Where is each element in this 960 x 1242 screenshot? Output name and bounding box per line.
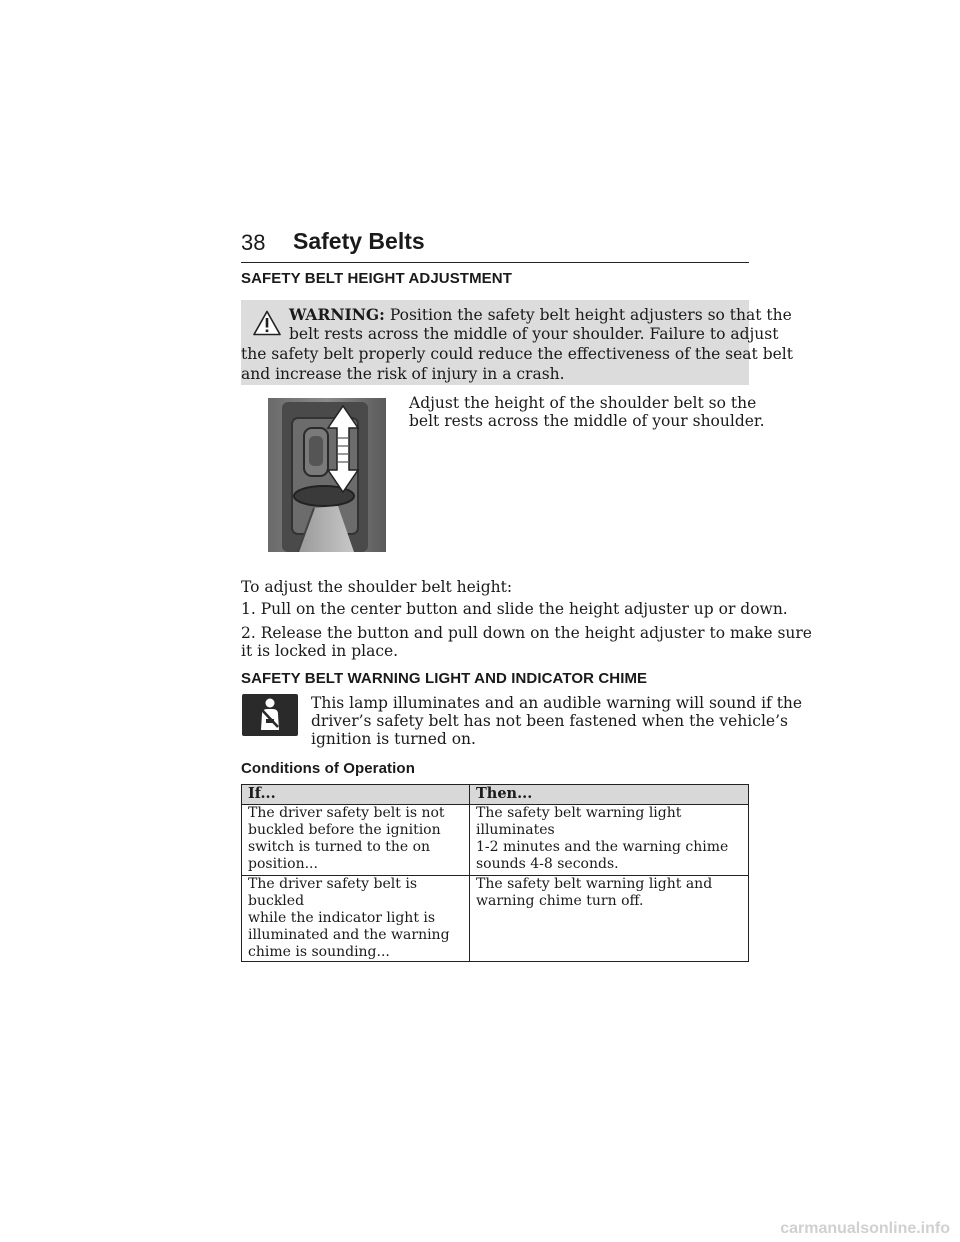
- column-header-then: Then...: [470, 785, 749, 805]
- table-header-row: [242, 785, 749, 805]
- warning-line-4: and increase the risk of injury in a crash.: [241, 365, 565, 383]
- seatbelt-warning-lamp: [242, 694, 298, 736]
- warning-box: [241, 300, 793, 385]
- lamp-desc-line-2: driver’s safety belt has not been fastened when the vehicle’s: [311, 712, 788, 730]
- result-text: The safety belt warning light illuminates 1-2 minutes and the warning chime sounds 4-8 seconds.: [476, 805, 729, 872]
- table-row: [242, 876, 749, 962]
- condition-text: The driver safety belt is buckled while the indicator light is illuminated and the warning chime is sounding...: [248, 876, 450, 960]
- table-cell-if: [242, 876, 470, 962]
- step-2-line-1: 2. Release the button and pull down on the height adjuster to make sure: [241, 624, 812, 642]
- step-1: 1. Pull on the center button and slide the height adjuster up or down.: [241, 600, 788, 618]
- conditions-heading: Conditions of Operation: [241, 760, 415, 777]
- table-cell-then: [470, 805, 749, 876]
- warning-line-2: belt rests across the middle of your shoulder. Failure to adjust: [289, 325, 779, 343]
- page-header: [241, 228, 749, 263]
- page-title: Safety Belts: [293, 228, 425, 254]
- seatbelt-icon: [242, 694, 298, 736]
- watermark: carmanualsonline.info: [780, 1220, 950, 1237]
- belt-height-adjuster-illustration: [268, 398, 386, 552]
- intro-line-1: Adjust the height of the shoulder belt so the: [409, 394, 757, 412]
- column-header-if: If...: [242, 785, 470, 805]
- instructions-lead: To adjust the shoulder belt height:: [241, 578, 513, 596]
- result-text: The safety belt warning light and warning chime turn off.: [476, 876, 713, 909]
- warning-label: WARNING:: [289, 305, 385, 324]
- intro-line-2: belt rests across the middle of your shoulder.: [409, 412, 765, 430]
- lamp-desc-line-1: This lamp illuminates and an audible warning will sound if the: [311, 694, 803, 712]
- conditions-table: [241, 784, 749, 962]
- table-cell-then: [470, 876, 749, 962]
- section-heading-height-adjustment: SAFETY BELT HEIGHT ADJUSTMENT: [241, 270, 512, 287]
- warning-line-1: [289, 305, 792, 324]
- section-heading-warning-light: SAFETY BELT WARNING LIGHT AND INDICATOR CHIME: [241, 670, 648, 687]
- warning-triangle-icon: [253, 310, 281, 336]
- warning-line-3: the safety belt properly could reduce the effectiveness of the seat belt: [241, 345, 793, 363]
- step-2-line-2: it is locked in place.: [241, 642, 399, 660]
- condition-text: The driver safety belt is not buckled before the ignition switch is turned to the on position...: [248, 805, 445, 872]
- table-row: [242, 805, 749, 876]
- warning-text-1: Position the safety belt height adjusters so that the: [389, 306, 792, 324]
- table-cell-if: [242, 805, 470, 876]
- page-number: 38: [241, 230, 266, 255]
- lamp-desc-line-3: ignition is turned on.: [311, 730, 476, 748]
